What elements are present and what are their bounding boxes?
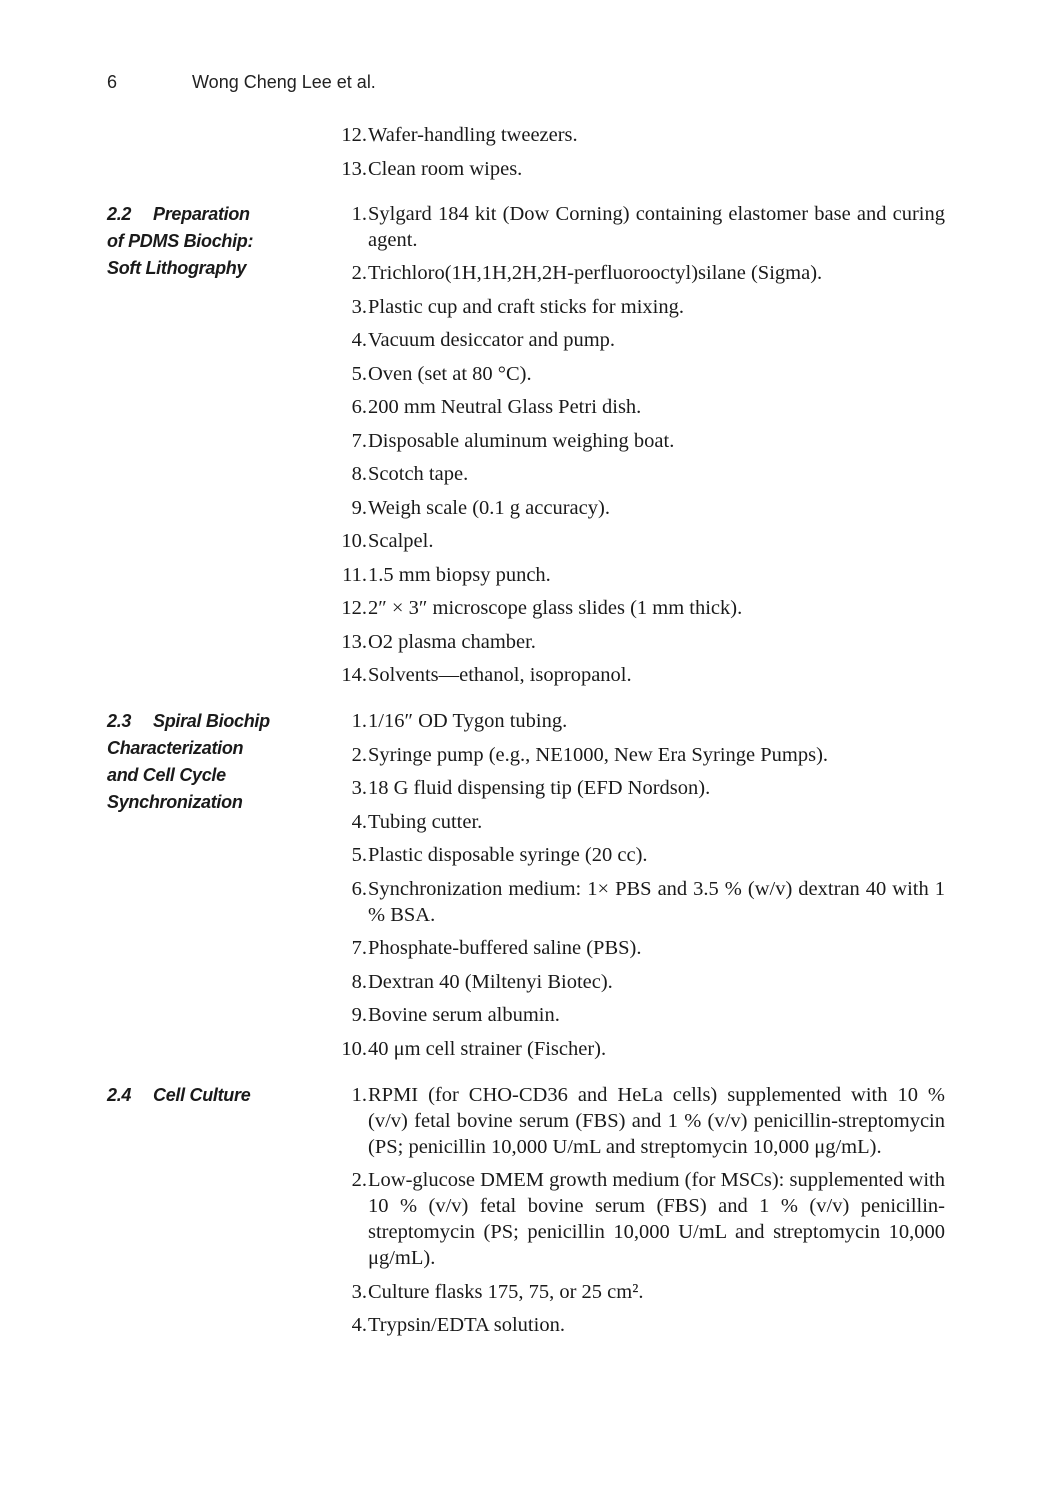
- item-number: 2.: [351, 262, 367, 284]
- item-number: 4.: [351, 1314, 367, 1336]
- item-text: Vacuum desiccator and pump.: [368, 329, 616, 351]
- list-item: [327, 775, 945, 801]
- list-item: [327, 1279, 945, 1305]
- list-item: [327, 528, 945, 554]
- list-item: [327, 1312, 945, 1338]
- list-item: [327, 595, 945, 621]
- item-number: 9.: [351, 1004, 367, 1026]
- item-text: Tubing cutter.: [368, 810, 483, 833]
- item-text: O2 plasma chamber.: [368, 630, 536, 653]
- item-number: 8.: [351, 970, 367, 993]
- section-2-2: [107, 201, 947, 689]
- item-text: Low-glucose DMEM growth medium (for MSCs): supplemented with 10 % (v/v) fetal bovine serum (FBS) and 1 % (v/v) penicillin-streptomycin (PS; penicillin 10,000 U/mL and streptomycin 10,000 μg/mL).: [368, 1169, 945, 1269]
- page-content: [107, 122, 947, 1346]
- item-text: Trichloro(1H,1H,2H,2H-perfluorooctyl)silane (Sigma).: [368, 262, 823, 284]
- section-heading: 2.2 Preparation of PDMS Biochip: Soft Lithography: [107, 201, 297, 282]
- item-text: 2″ × 3″ microscope glass slides (1 mm thick).: [368, 597, 743, 619]
- list-item: [327, 260, 945, 286]
- list-item: [327, 809, 945, 835]
- list-item: [327, 294, 945, 320]
- item-number: 7.: [351, 429, 367, 452]
- item-text: Plastic disposable syringe (20 cc).: [368, 844, 648, 866]
- list-item: [327, 495, 945, 521]
- item-number: 13.: [341, 157, 367, 180]
- running-head: [107, 72, 376, 93]
- list-item: [327, 708, 945, 734]
- section-number: 2.2: [107, 203, 132, 224]
- item-text: Bovine serum albumin.: [368, 1004, 560, 1026]
- item-number: 2.: [351, 743, 367, 766]
- item-number: 5.: [351, 362, 367, 385]
- list-item: [327, 156, 945, 182]
- list-item: [327, 461, 945, 487]
- continued-list: [107, 122, 947, 182]
- item-number: 9.: [351, 496, 367, 519]
- item-text: 18 G fluid dispensing tip (EFD Nordson).: [368, 777, 711, 799]
- list-item: [327, 394, 945, 420]
- materials-list: [327, 1082, 945, 1339]
- item-text: RPMI (for CHO-CD36 and HeLa cells) supplemented with 10 % (v/v) fetal bovine serum (FBS) and 1 % (v/v) penicillin-streptomycin (PS; penicillin 10,000 U/mL and streptomycin 10,000 μg/mL).: [368, 1083, 945, 1158]
- item-number: 12.: [341, 124, 367, 146]
- list-item: [327, 122, 945, 148]
- item-number: 3.: [351, 1280, 367, 1303]
- item-number: 2.: [351, 1169, 367, 1191]
- item-text: Scotch tape.: [368, 463, 469, 485]
- list-item: [327, 1082, 945, 1160]
- item-text: 1/16″ OD Tygon tubing.: [368, 710, 568, 732]
- item-text: Culture flasks 175, 75, or 25 cm².: [368, 1280, 644, 1303]
- section-2-4: [107, 1082, 947, 1339]
- item-text: Synchronization medium: 1× PBS and 3.5 % (w/v) dextran 40 with 1 % BSA.: [368, 877, 945, 926]
- item-text: Dextran 40 (Miltenyi Biotec).: [368, 970, 613, 993]
- section-number: 2.4: [107, 1084, 132, 1105]
- list-item: [327, 1002, 945, 1028]
- item-text: 1.5 mm biopsy punch.: [368, 563, 551, 586]
- item-text: Solvents—ethanol, isopropanol.: [368, 664, 632, 686]
- item-text: Syringe pump (e.g., NE1000, New Era Syringe Pumps).: [368, 743, 829, 766]
- item-number: 4.: [351, 810, 367, 833]
- item-number: 4.: [351, 329, 367, 351]
- item-number: 7.: [351, 937, 367, 959]
- section-2-3: [107, 708, 947, 1062]
- section-heading: 2.3 Spiral Biochip Characterization and Cell Cycle Synchronization: [107, 708, 297, 816]
- page-number: 6: [107, 72, 118, 92]
- item-number: 13.: [341, 630, 367, 653]
- item-text: Weigh scale (0.1 g accuracy).: [368, 496, 610, 519]
- item-text: Sylgard 184 kit (Dow Corning) containing elastomer base and curing agent.: [368, 202, 945, 251]
- item-number: 10.: [341, 530, 367, 552]
- item-number: 6.: [351, 396, 367, 418]
- item-text: Plastic cup and craft sticks for mixing.: [368, 295, 684, 318]
- list-item: [327, 428, 945, 454]
- item-number: 6.: [351, 877, 367, 900]
- item-text: Scalpel.: [368, 530, 434, 552]
- item-text: Disposable aluminum weighing boat.: [368, 429, 675, 452]
- item-number: 3.: [351, 295, 367, 318]
- running-head-authors: Wong Cheng Lee et al.: [192, 72, 376, 92]
- item-text: 200 mm Neutral Glass Petri dish.: [368, 396, 642, 418]
- materials-list: [327, 708, 945, 1062]
- list-item: [327, 662, 945, 688]
- list-item: [327, 969, 945, 995]
- item-text: Wafer-handling tweezers.: [368, 124, 578, 146]
- item-number: 8.: [351, 463, 367, 485]
- item-number: 3.: [351, 777, 367, 799]
- item-text: Clean room wipes.: [368, 157, 523, 180]
- list-item: [327, 201, 945, 253]
- list-item: [327, 327, 945, 353]
- item-text: Oven (set at 80 °C).: [368, 362, 532, 385]
- item-number: 10.: [341, 1037, 367, 1060]
- section-number: 2.3: [107, 711, 132, 731]
- item-text: 40 μm cell strainer (Fischer).: [368, 1037, 607, 1060]
- list-item: [327, 1036, 945, 1062]
- item-number: 1.: [351, 710, 367, 732]
- item-number: 11.: [342, 563, 367, 586]
- materials-list: [327, 201, 945, 689]
- item-text: Phosphate-buffered saline (PBS).: [368, 937, 642, 959]
- list-item: [327, 876, 945, 928]
- list-item: [327, 1167, 945, 1271]
- list-item: [327, 842, 945, 868]
- item-number: 1.: [351, 202, 367, 225]
- item-number: 14.: [341, 664, 367, 686]
- item-number: 5.: [351, 844, 367, 866]
- item-number: 1.: [351, 1083, 367, 1106]
- list-item: [327, 629, 945, 655]
- item-number: 12.: [341, 597, 367, 619]
- list-item: [327, 361, 945, 387]
- list-item: [327, 562, 945, 588]
- list-item: [327, 935, 945, 961]
- list-item: [327, 742, 945, 768]
- item-text: Trypsin/EDTA solution.: [368, 1314, 565, 1336]
- section-heading: 2.4 Cell Culture: [107, 1082, 297, 1109]
